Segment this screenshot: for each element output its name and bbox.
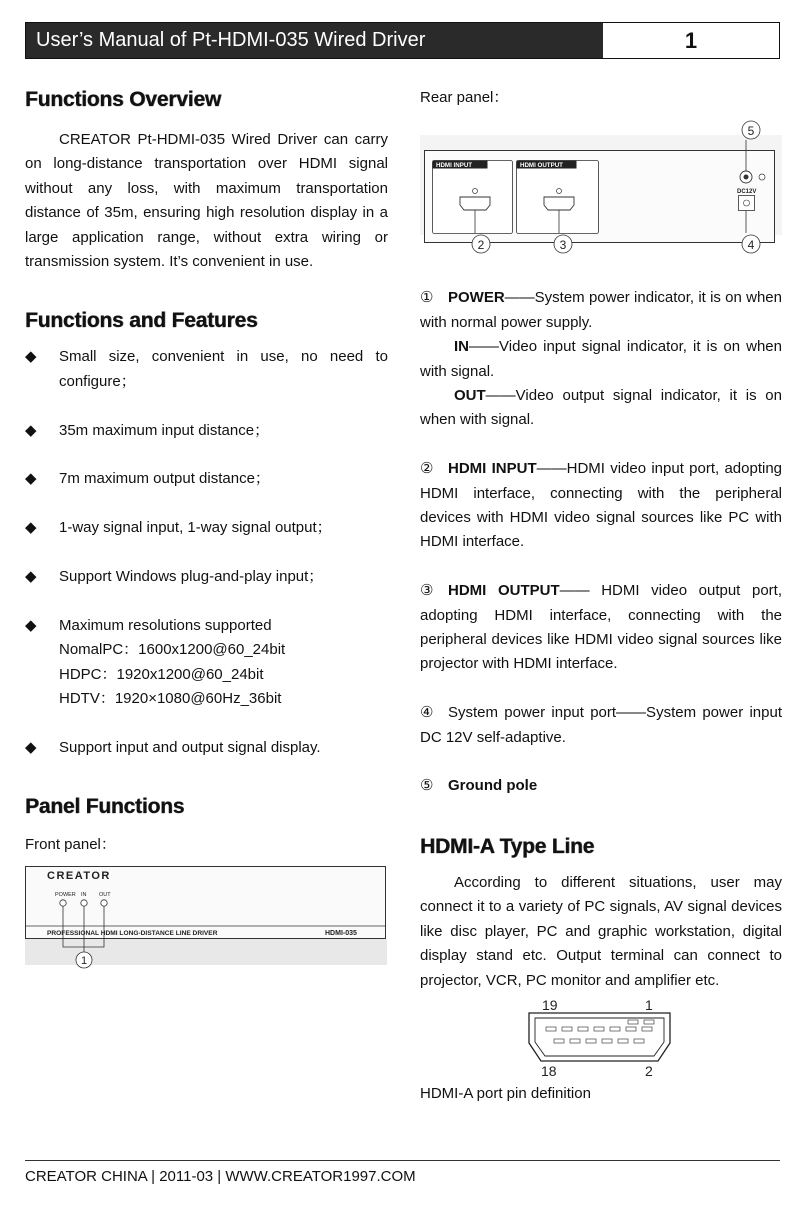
panel-heading: Panel Functions xyxy=(25,795,185,819)
item-3: ③ HDMI OUTPUT—— HDMI video output port, adopting HDMI interface, connecting with the peripheral devices like HDMI video signal sources like projector with HDMI interface. xyxy=(420,579,782,677)
page-number: 1 xyxy=(684,28,698,53)
hdmi-heading: HDMI-A Type Line xyxy=(420,834,595,858)
bullet-icon: ◆ xyxy=(25,616,37,634)
rear-panel-label: Rear panel： xyxy=(420,89,509,106)
features-list xyxy=(25,345,388,760)
right-column xyxy=(420,86,782,1106)
front-model: HDMI-035 xyxy=(325,929,357,937)
resolution-line: HDTV：1920×1080@60Hz_36bit xyxy=(59,690,282,708)
front-brand: CREATOR xyxy=(47,869,111,882)
front-caption: PROFESSIONAL HDMI LONG-DISTANCE LINE DRIVER xyxy=(47,929,218,937)
bullet-icon: ◆ xyxy=(25,421,37,439)
list-item: ◆ Support Windows plug-and-play input； xyxy=(25,565,388,589)
bullet-icon: ◆ xyxy=(25,348,37,366)
circled-number: ② xyxy=(420,460,434,478)
out-led-icon xyxy=(101,899,107,905)
led-label-power: POWER xyxy=(55,891,76,898)
pin-caption: HDMI-A port pin definition xyxy=(420,1084,591,1102)
manual-title: User’s Manual of Pt-HDMI-035 Wired Driver xyxy=(26,23,603,58)
circled-number: ① xyxy=(420,289,434,307)
item-1: ① POWER——System power indicator, it is on when with normal power supply. IN——Video input signal indicator, it is on when with signal. OUT——Video output signal indicator, it is on when with signal. xyxy=(420,286,782,432)
features-heading: Functions and Features xyxy=(25,309,258,333)
pin-label-19: 19 xyxy=(542,996,558,1013)
rear-port2-label: HDMI OUTPUT xyxy=(520,162,563,170)
led-label-in: IN xyxy=(81,891,87,898)
bullet-icon: ◆ xyxy=(25,738,37,756)
list-item: ◆ 35m maximum input distance； xyxy=(25,419,388,443)
circled-number: ③ xyxy=(420,582,434,600)
power-led-icon xyxy=(60,899,66,905)
rear-callout-4: 4 xyxy=(747,238,755,253)
front-panel-figure xyxy=(25,866,387,976)
list-item: ◆ Small size, convenient in use, no need to configure； xyxy=(25,345,388,394)
list-item: ◆ Maximum resolutions supported NomalPC：1600x1200@60_24bit HDPC：1920x1200@60_24bit HDTV：1920×1080@60Hz_36bit xyxy=(25,614,388,712)
footer-divider xyxy=(25,1160,780,1161)
pin-label-18: 18 xyxy=(541,1062,557,1078)
dc-label: DC12V xyxy=(737,189,757,196)
dc-power-jack-icon xyxy=(739,196,755,211)
circled-number: ④ xyxy=(420,704,434,722)
hdmi-paragraph: According to different situations, user may connect it to a variety of PC signals, AV signal devices like disc player, PC and graphic workstation, digital display stand etc. Output terminal can connect to projector, VCR, PC monitor and amplifier etc. xyxy=(420,873,782,989)
in-led-icon xyxy=(81,899,87,905)
bullet-icon: ◆ xyxy=(25,519,37,537)
rear-callout-2: 2 xyxy=(477,238,485,253)
hdmi-pin-diagram xyxy=(420,996,782,1078)
page-header xyxy=(25,22,780,59)
item-4: ④ System power input port——System power input DC 12V self-adaptive. xyxy=(420,701,782,750)
hdmi-input-port-icon xyxy=(460,197,490,210)
rear-callout-3: 3 xyxy=(559,238,567,253)
hdmi-output-port-icon xyxy=(544,197,574,210)
item-2: ② HDMI INPUT——HDMI video input port, adopting HDMI interface, connecting with the peripheral devices with HDMI video signal sources like PC with HDMI interface. xyxy=(420,457,782,555)
resolution-line: NomalPC：1600x1200@60_24bit xyxy=(59,641,286,659)
overview-paragraph: CREATOR Pt-HDMI-035 Wired Driver can carry on long-distance transportation over HDMI signal without any loss, with maximum transportation distance of 35m, ensuring high resolution display in a large application range, without extra wiring or transmission system. It’s convenient in use. xyxy=(25,131,388,271)
rear-callout-5: 5 xyxy=(747,124,755,139)
rear-port1-label: HDMI INPUT xyxy=(436,162,473,170)
circled-number: ⑤ xyxy=(420,777,434,795)
pin-label-1: 1 xyxy=(645,996,653,1013)
page-footer: CREATOR CHINA | 2011-03 | WWW.CREATOR1997.COM xyxy=(25,1168,416,1185)
list-item: ◆ 1-way signal input, 1-way signal output； xyxy=(25,516,388,540)
resolution-line: HDPC：1920x1200@60_24bit xyxy=(59,665,264,683)
overview-heading: Functions Overview xyxy=(25,88,221,111)
callout-1: 1 xyxy=(80,954,88,967)
left-column xyxy=(25,86,388,976)
bullet-icon: ◆ xyxy=(25,568,37,586)
bullet-icon: ◆ xyxy=(25,470,37,488)
front-panel-label: Front panel： xyxy=(25,836,116,854)
rear-panel-figure xyxy=(420,115,782,255)
list-item: ◆ 7m maximum output distance； xyxy=(25,467,388,491)
led-label-out: OUT xyxy=(99,891,111,898)
pin-label-2: 2 xyxy=(645,1062,653,1078)
item-5: ⑤ Ground pole xyxy=(420,774,782,798)
list-item: ◆ Support input and output signal display. xyxy=(25,736,388,760)
